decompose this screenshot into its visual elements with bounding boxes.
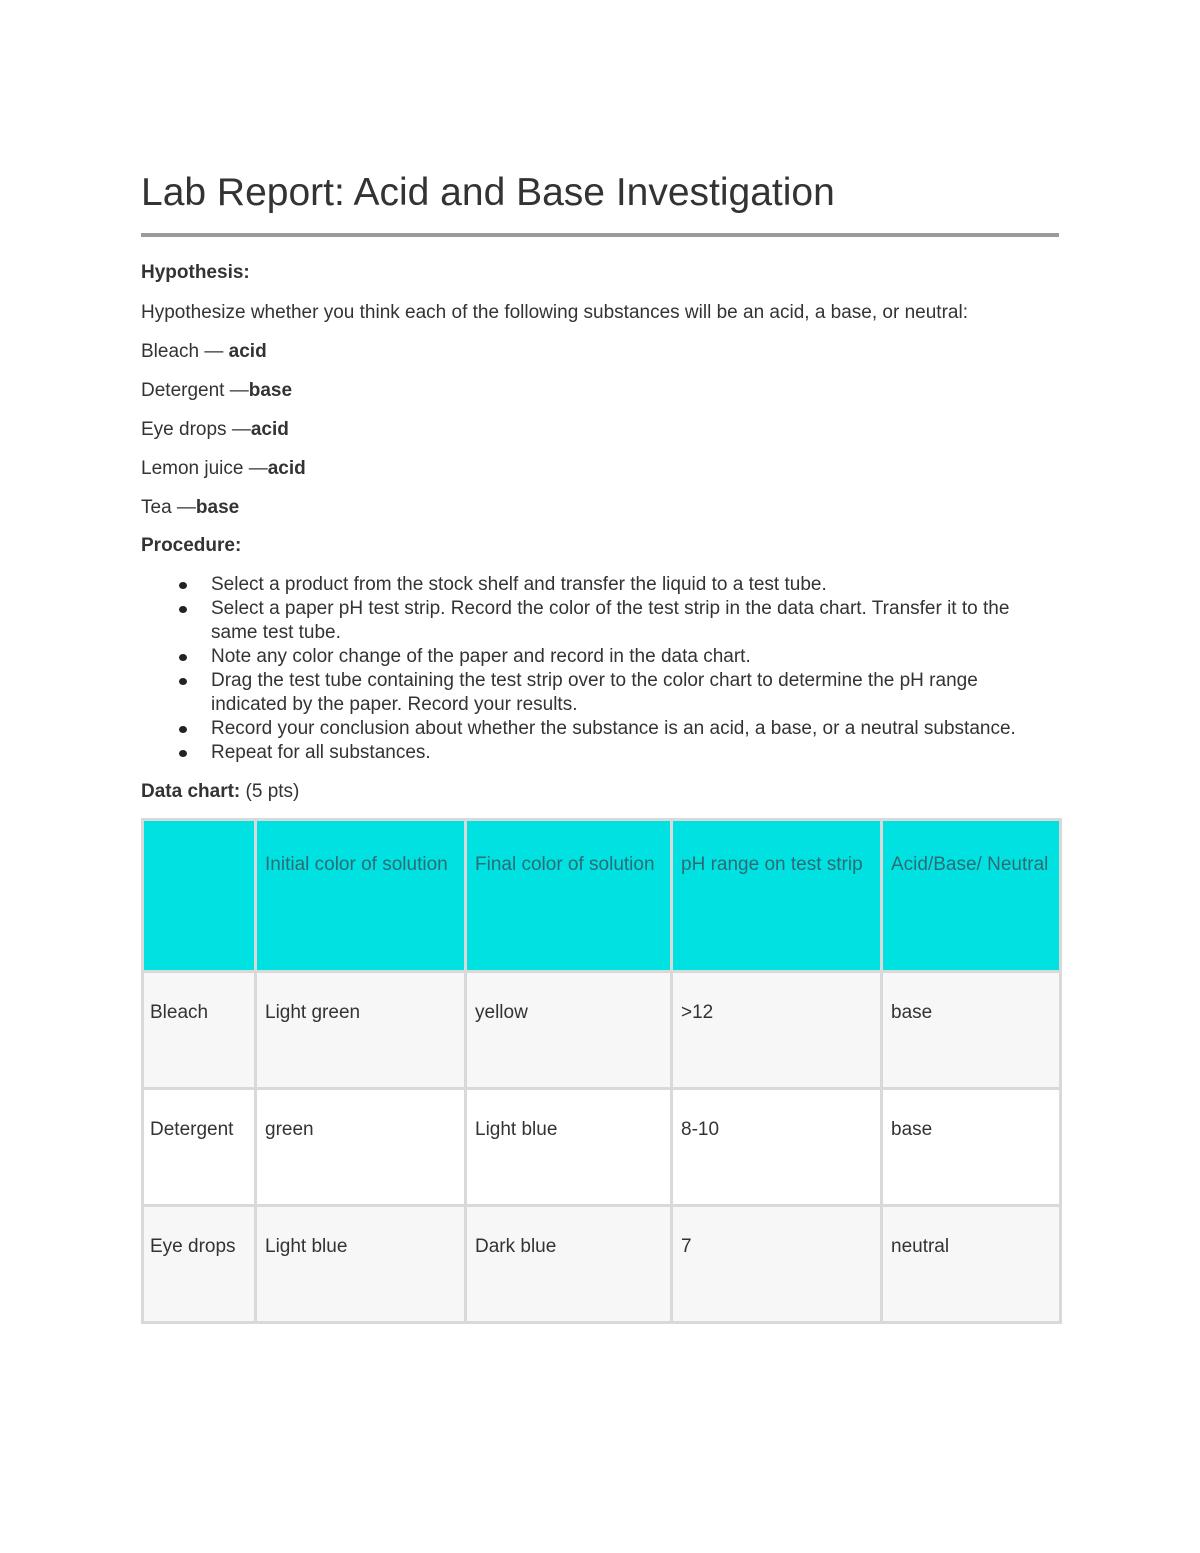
- table-row: [143, 1206, 1061, 1323]
- hypothesis-item: [141, 340, 1059, 364]
- procedure-step: [141, 717, 1059, 741]
- hypothesis-substance: Bleach —: [141, 341, 229, 362]
- bullet-icon: [179, 678, 187, 685]
- data-table: [141, 818, 1062, 1324]
- column-header: Final color of solution: [466, 820, 672, 972]
- bullet-icon: [179, 750, 187, 757]
- hypothesis-item: [141, 496, 1059, 520]
- table-cell: yellow: [466, 972, 672, 1089]
- hypothesis-answer: acid: [228, 341, 267, 362]
- column-header: Initial color of solution: [256, 820, 466, 972]
- procedure-step-text: Repeat for all substances.: [211, 742, 431, 763]
- table-cell: Detergent: [143, 1089, 256, 1206]
- hypothesis-answer: acid: [267, 458, 306, 479]
- procedure-step-text: Drag the test tube containing the test strip over to the color chart to determine the pH range indicated by the paper. Record your results.: [211, 670, 978, 715]
- page-title: Lab Report: Acid and Base Investigation: [141, 171, 835, 214]
- procedure-step-text: Select a product from the stock shelf and transfer the liquid to a test tube.: [211, 574, 827, 595]
- hypothesis-answer: base: [195, 497, 240, 518]
- procedure-step: [141, 645, 1059, 669]
- procedure-step-text: Select a paper pH test strip. Record the color of the test strip in the data chart. Transfer it to the same test tube.: [211, 598, 1010, 643]
- title-divider: [141, 233, 1059, 237]
- hypothesis-item: [141, 379, 1059, 403]
- table-header-row: [143, 820, 1061, 972]
- hypothesis-substance: Lemon juice —: [141, 458, 268, 479]
- procedure-list: [141, 573, 1059, 765]
- bullet-icon: [179, 582, 187, 589]
- procedure-step-text: Note any color change of the paper and record in the data chart.: [211, 646, 751, 667]
- table-cell: base: [882, 1089, 1061, 1206]
- column-header: [143, 820, 256, 972]
- table-cell: Light blue: [256, 1206, 466, 1323]
- bullet-icon: [179, 726, 187, 733]
- hypothesis-answer: acid: [250, 419, 289, 440]
- table-cell: Light blue: [466, 1089, 672, 1206]
- table-row: [143, 1089, 1061, 1206]
- table-cell: Dark blue: [466, 1206, 672, 1323]
- procedure-step-text: Record your conclusion about whether the substance is an acid, a base, or a neutral substance.: [211, 718, 1016, 739]
- table-cell: Light green: [256, 972, 466, 1089]
- table-cell: neutral: [882, 1206, 1061, 1323]
- table-cell: Eye drops: [143, 1206, 256, 1323]
- table-cell: 8-10: [672, 1089, 882, 1206]
- bullet-icon: [179, 654, 187, 661]
- hypothesis-intro: Hypothesize whether you think each of the following substances will be an acid, a base, or neutral:: [141, 302, 968, 323]
- document-page: [141, 168, 1059, 1324]
- table-row: [143, 972, 1061, 1089]
- procedure-step: [141, 597, 1059, 645]
- procedure-heading: Procedure:: [141, 535, 242, 556]
- data-chart-heading: [141, 780, 1059, 804]
- procedure-step: [141, 573, 1059, 597]
- table-cell: base: [882, 972, 1061, 1089]
- data-chart-points: (5 pts): [245, 781, 300, 802]
- data-chart-label: Data chart:: [141, 781, 241, 802]
- column-header: Acid/Base/ Neutral: [882, 820, 1061, 972]
- hypothesis-item: [141, 457, 1059, 481]
- table-cell: green: [256, 1089, 466, 1206]
- table-cell: >12: [672, 972, 882, 1089]
- procedure-step: [141, 669, 1059, 717]
- hypothesis-item: [141, 418, 1059, 442]
- column-header: pH range on test strip: [672, 820, 882, 972]
- hypothesis-answer: base: [248, 380, 293, 401]
- bullet-icon: [179, 606, 187, 613]
- procedure-step: [141, 741, 1059, 765]
- hypothesis-substance: Eye drops —: [141, 419, 251, 440]
- table-cell: 7: [672, 1206, 882, 1323]
- hypothesis-substance: Detergent —: [141, 380, 249, 401]
- table-cell: Bleach: [143, 972, 256, 1089]
- hypothesis-heading: Hypothesis:: [141, 262, 250, 283]
- hypothesis-substance: Tea —: [141, 497, 196, 518]
